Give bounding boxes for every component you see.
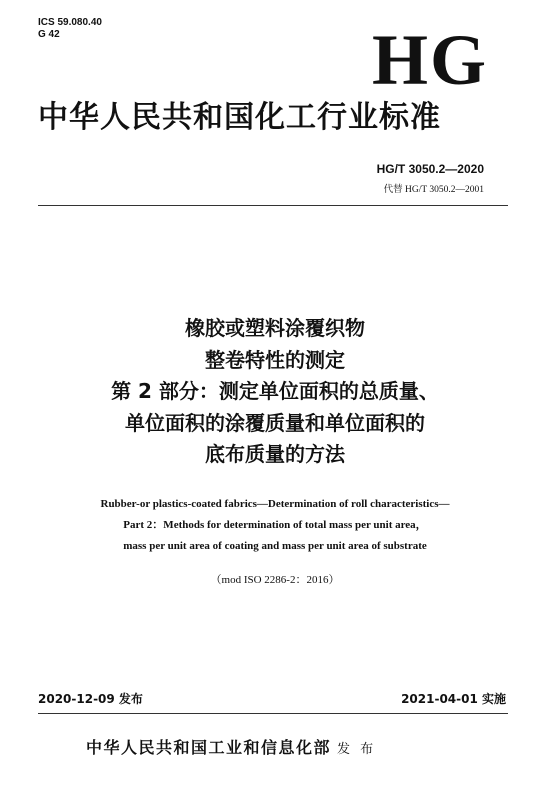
english-title-line: mass per unit area of coating and mass per unit area of substrate [123,540,427,552]
chinese-title-line: 单位面积的涂覆质量和单位面积的 [125,410,425,435]
bottom-divider [38,713,508,714]
chinese-title-line: 底布质量的方法 [205,442,345,466]
english-title-line: Part 2：Methods for determination of total mass per unit area， [123,519,427,531]
ccs-code: G 42 [38,29,60,40]
chinese-title [0,313,550,471]
chinese-title-line: 第 2 部分：测定单位面积的总质量、 [111,379,439,403]
standard-number: HG/T 3050.2—2020 [376,162,484,176]
chinese-title-line: 整卷特性的测定 [205,347,345,372]
replaces-standard: 代替 HG/T 3050.2—2001 [383,185,484,195]
issuing-authority-heading: 中华人民共和国化工行业标准 [38,100,441,135]
hg-logo: HG [371,20,488,100]
top-divider [38,205,508,206]
publication-date: 2020-12-09 发布 [38,692,143,706]
chinese-title-line: 橡胶或塑料涂覆织物 [185,316,365,340]
ics-code: ICS 59.080.40 [38,17,102,28]
english-title [0,494,550,557]
issuer-suffix: 发 布 [337,742,377,757]
issuer-line [86,735,376,758]
english-title-line: Rubber-or plastics-coated fabrics—Determination of roll characteristics— [100,498,450,510]
implementation-date: 2021-04-01 实施 [401,692,506,706]
classification-codes [38,17,102,41]
iso-adoption-note: （mod ISO 2286-2：2016） [210,574,340,586]
issuer-name: 中华人民共和国工业和信息化部 [86,738,332,757]
